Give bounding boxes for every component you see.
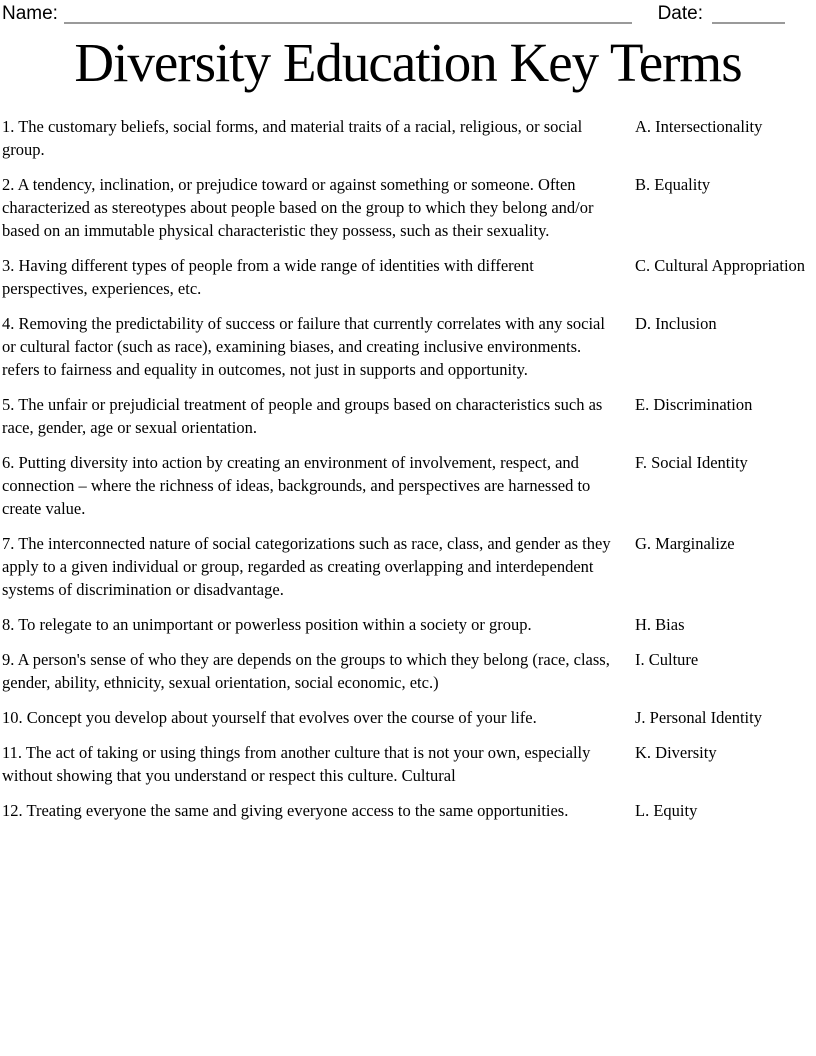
- term-letter: D.: [635, 314, 652, 333]
- definition-text: [2, 115, 612, 161]
- definition-number: 9.: [2, 650, 15, 669]
- term-letter: C.: [635, 256, 651, 275]
- matching-row: [2, 706, 816, 729]
- term-name: Discrimination: [653, 395, 753, 414]
- term-letter: G.: [635, 534, 652, 553]
- definition-body: To relegate to an unimportant or powerless position within a society or group.: [18, 615, 532, 634]
- term-text: [635, 532, 816, 601]
- definition-number: 11.: [2, 743, 23, 762]
- date-label: Date:: [657, 3, 703, 24]
- matching-row: [2, 799, 816, 822]
- matching-row: [2, 254, 816, 300]
- definition-number: 6.: [2, 453, 15, 472]
- term-letter: B.: [635, 175, 651, 194]
- term-text: [635, 706, 816, 729]
- definition-number: 1.: [2, 117, 15, 136]
- term-text: [635, 741, 816, 787]
- definition-number: 5.: [2, 395, 15, 414]
- term-letter: L.: [635, 801, 650, 820]
- definition-text: [2, 532, 612, 601]
- term-letter: F.: [635, 453, 647, 472]
- matching-row: [2, 115, 816, 161]
- definition-body: Putting diversity into action by creating an environment of involvement, respect, and connection – where the richness of ideas, backgrounds, and perspectives are harnessed to create value.: [2, 453, 591, 518]
- definition-text: [2, 648, 612, 694]
- term-name: Equity: [653, 801, 698, 820]
- term-text: [635, 312, 816, 381]
- definition-body: The interconnected nature of social categorizations such as race, class, and gender as they apply to a given individual or group, regarded as creating overlapping and interdependent systems of discrimination or disadvantage.: [2, 534, 611, 599]
- term-letter: J.: [635, 708, 646, 727]
- definition-body: Treating everyone the same and giving everyone access to the same opportunities.: [26, 801, 569, 820]
- definition-number: 8.: [2, 615, 15, 634]
- term-name: Inclusion: [655, 314, 717, 333]
- matching-row: [2, 613, 816, 636]
- term-letter: A.: [635, 117, 652, 136]
- definition-number: 2.: [2, 175, 15, 194]
- page-title: Diversity Education Key Terms: [74, 32, 742, 93]
- term-name: Cultural Appropriation: [654, 256, 806, 275]
- definition-body: Having different types of people from a wide range of identities with different perspectives, experiences, etc.: [2, 256, 534, 298]
- definition-body: A person's sense of who they are depends on the groups to which they belong (race, class, gender, ability, ethnicity, sexual orientation, social economic, etc.): [2, 650, 610, 692]
- term-letter: I.: [635, 650, 645, 669]
- term-name: Equality: [654, 175, 711, 194]
- term-text: [635, 115, 816, 161]
- definition-body: The act of taking or using things from another culture that is not your own, especially without showing that you understand or respect this culture. Cultural: [2, 743, 591, 785]
- matching-row: [2, 451, 816, 520]
- definition-text: [2, 741, 612, 787]
- matching-row: [2, 648, 816, 694]
- definition-body: The customary beliefs, social forms, and material traits of a racial, religious, or social group.: [2, 117, 583, 159]
- matching-list: [0, 115, 816, 822]
- definition-text: [2, 312, 612, 381]
- term-name: Culture: [648, 650, 699, 669]
- definition-number: 3.: [2, 256, 15, 275]
- definition-body: Removing the predictability of success or failure that currently correlates with any social or cultural factor (such as race), examining biases, and creating inclusive environments. refers to fairness and equality in outcomes, not just in supports and opportunity.: [2, 314, 605, 379]
- matching-row: [2, 741, 816, 787]
- term-text: [635, 799, 816, 822]
- term-name: Bias: [655, 615, 685, 634]
- term-text: [635, 254, 816, 300]
- definition-text: [2, 799, 612, 822]
- definition-number: 4.: [2, 314, 15, 333]
- term-text: [635, 173, 816, 242]
- name-blank-line[interactable]: [64, 5, 632, 24]
- definition-number: 12.: [2, 801, 23, 820]
- definition-body: The unfair or prejudicial treatment of people and groups based on characteristics such as race, gender, age or sexual orientation.: [2, 395, 603, 437]
- definition-text: [2, 173, 612, 242]
- date-blank-line[interactable]: [712, 5, 785, 24]
- term-name: Personal Identity: [649, 708, 762, 727]
- term-letter: E.: [635, 395, 650, 414]
- definition-body: Concept you develop about yourself that evolves over the course of your life.: [26, 708, 537, 727]
- term-text: [635, 393, 816, 439]
- definition-text: [2, 254, 612, 300]
- term-name: Intersectionality: [655, 117, 763, 136]
- name-label: Name:: [2, 3, 58, 24]
- matching-row: [2, 393, 816, 439]
- term-name: Social Identity: [651, 453, 748, 472]
- term-name: Diversity: [655, 743, 717, 762]
- term-text: [635, 648, 816, 694]
- term-name: Marginalize: [655, 534, 735, 553]
- matching-row: [2, 312, 816, 381]
- term-text: [635, 451, 816, 520]
- definition-number: 10.: [2, 708, 23, 727]
- matching-row: [2, 173, 816, 242]
- definition-text: [2, 613, 612, 636]
- term-text: [635, 613, 816, 636]
- name-date-row: [0, 2, 816, 24]
- matching-row: [2, 532, 816, 601]
- definition-body: A tendency, inclination, or prejudice toward or against something or someone. Often characterized as stereotypes about people based on the group to which they belong and/or based on an immutable physical characteristic they possess, such as their sexuality.: [2, 175, 594, 240]
- term-letter: K.: [635, 743, 652, 762]
- definition-text: [2, 706, 612, 729]
- definition-text: [2, 451, 612, 520]
- definition-text: [2, 393, 612, 439]
- term-letter: H.: [635, 615, 652, 634]
- definition-number: 7.: [2, 534, 15, 553]
